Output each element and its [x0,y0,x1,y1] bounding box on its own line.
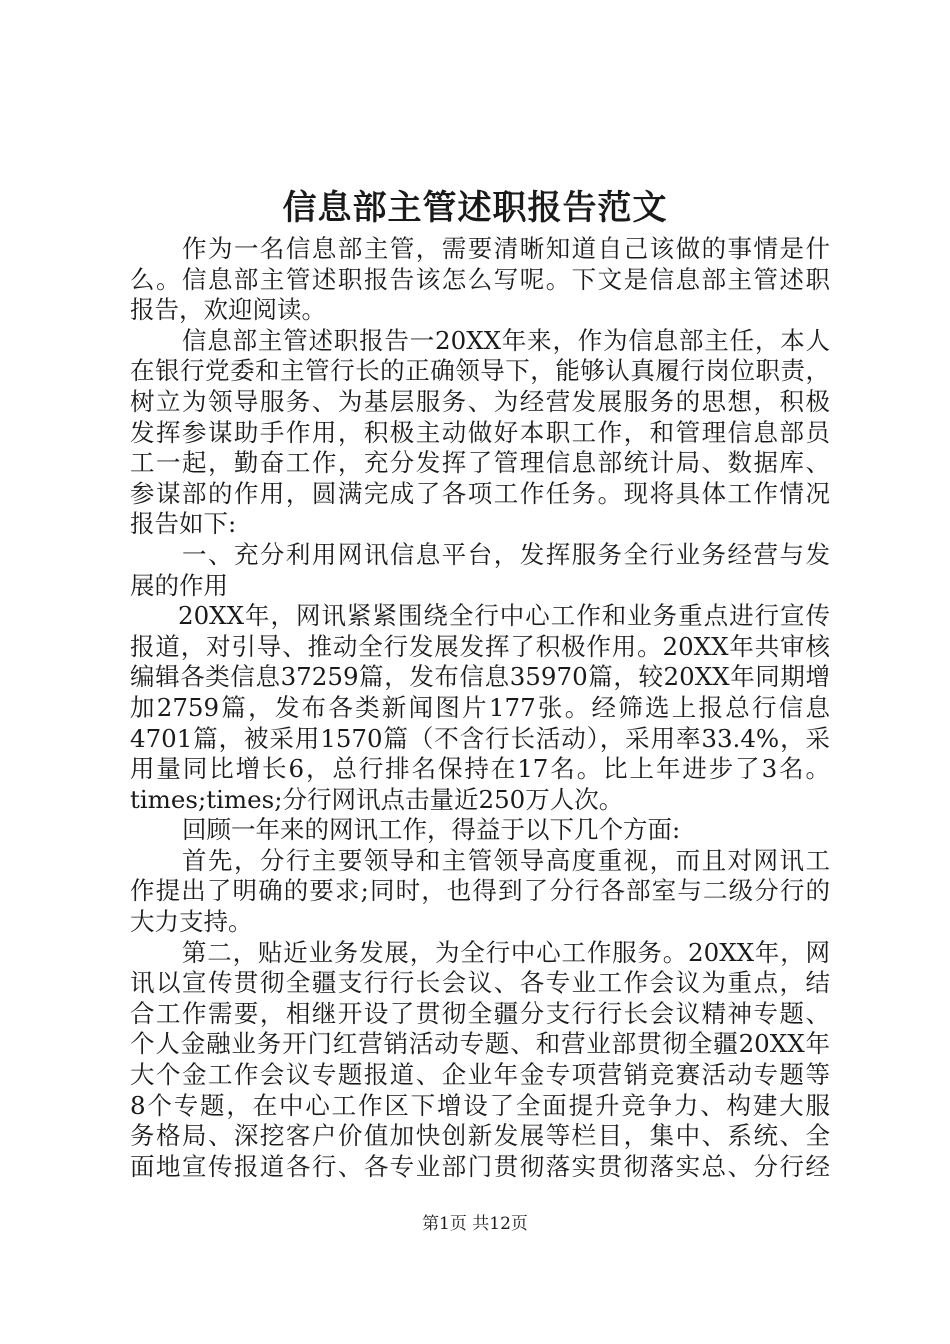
paragraph-line: 报告如下: [130,509,237,539]
paragraph-line: 大力支持。 [130,907,253,937]
document-title: 信息部主管述职报告范文 [282,188,668,228]
paragraph-line: 第二，贴近业务发展，为全行中心工作服务。20XX年，网 [182,937,830,967]
paragraph-line: 8个专题，在中心工作区下增设了全面提升竞争力、构建大服 [130,1090,830,1120]
section-heading-line: 展的作用 [130,570,228,600]
paragraph-line: 报告，欢迎阅读。 [130,295,326,325]
section-heading-line: 一、充分利用网讯信息平台，发挥服务全行业务经营与发 [182,539,830,569]
paragraph-line: 个人金融业务开门红营销活动专题、和营业部贯彻全疆20XX年 [130,1029,830,1059]
paragraph-line: 作为一名信息部主管，需要清晰知道自己该做的事情是什 [182,234,830,263]
paragraph-line: 20XX年，网讯紧紧围绕全行中心工作和业务重点进行宣传 [178,601,830,631]
paragraph-line: 报道，对引导、推动全行发展发挥了积极作用。20XX年共审核 [130,631,830,661]
paragraph-line: 加2759篇，发布各类新闻图片177张。经筛选上报总行信息 [130,692,830,722]
paragraph-line: 务格局、深挖客户价值加快创新发展等栏目，集中、系统、全 [130,1121,830,1151]
paragraph-line: 作提出了明确的要求;同时，也得到了分行各部室与二级分行的 [130,876,830,906]
paragraph-line: 编辑各类信息37259篇，发布信息35970篇，较20XX年同期增 [130,662,830,692]
paragraph-line: 信息部主管述职报告一20XX年来，作为信息部主任，本人 [182,325,830,355]
page-footer: 第1页 共12页 [422,1214,528,1234]
paragraph-line: times;times;分行网讯点击量近250万人次。 [130,784,624,814]
document-body [130,234,830,1182]
paragraph-line: 参谋部的作用，圆满完成了各项工作任务。现将具体工作情况 [130,478,830,508]
paragraph-line: 面地宣传报道各行、各专业部门贯彻落实贯彻落实总、分行经 [130,1151,830,1181]
paragraph-line: 用量同比增长6，总行排名保持在17名。比上年进步了3名。 [130,754,830,784]
paragraph-line: 大个金工作会议专题报道、企业年金专项营销竞赛活动专题等 [130,1060,830,1090]
paragraph-line: 讯以宣传贯彻全疆支行行长会议、各专业工作会议为重点，结 [130,968,830,998]
paragraph-line: 回顾一年来的网讯工作，得益于以下几个方面: [182,815,681,845]
paragraph-line: 发挥参谋助手作用，积极主动做好本职工作，和管理信息部员 [130,417,830,447]
paragraph-line: 4701篇，被采用1570篇（不含行长活动），采用率33.4%，采 [130,723,830,753]
paragraph-line: 树立为领导服务、为基层服务、为经营发展服务的思想，积极 [130,386,830,416]
paragraph-line: 合工作需要，相继开设了贯彻全疆分支行行长会议精神专题、 [130,998,830,1028]
paragraph-line: 么。信息部主管述职报告该怎么写呢。下文是信息部主管述职 [130,264,830,294]
paragraph-line: 工一起，勤奋工作，充分发挥了管理信息部统计局、数据库、 [130,448,830,478]
paragraph-line: 在银行党委和主管行长的正确领导下，能够认真履行岗位职责， [130,356,830,386]
paragraph-line: 首先，分行主要领导和主管领导高度重视，而且对网讯工 [182,845,830,875]
